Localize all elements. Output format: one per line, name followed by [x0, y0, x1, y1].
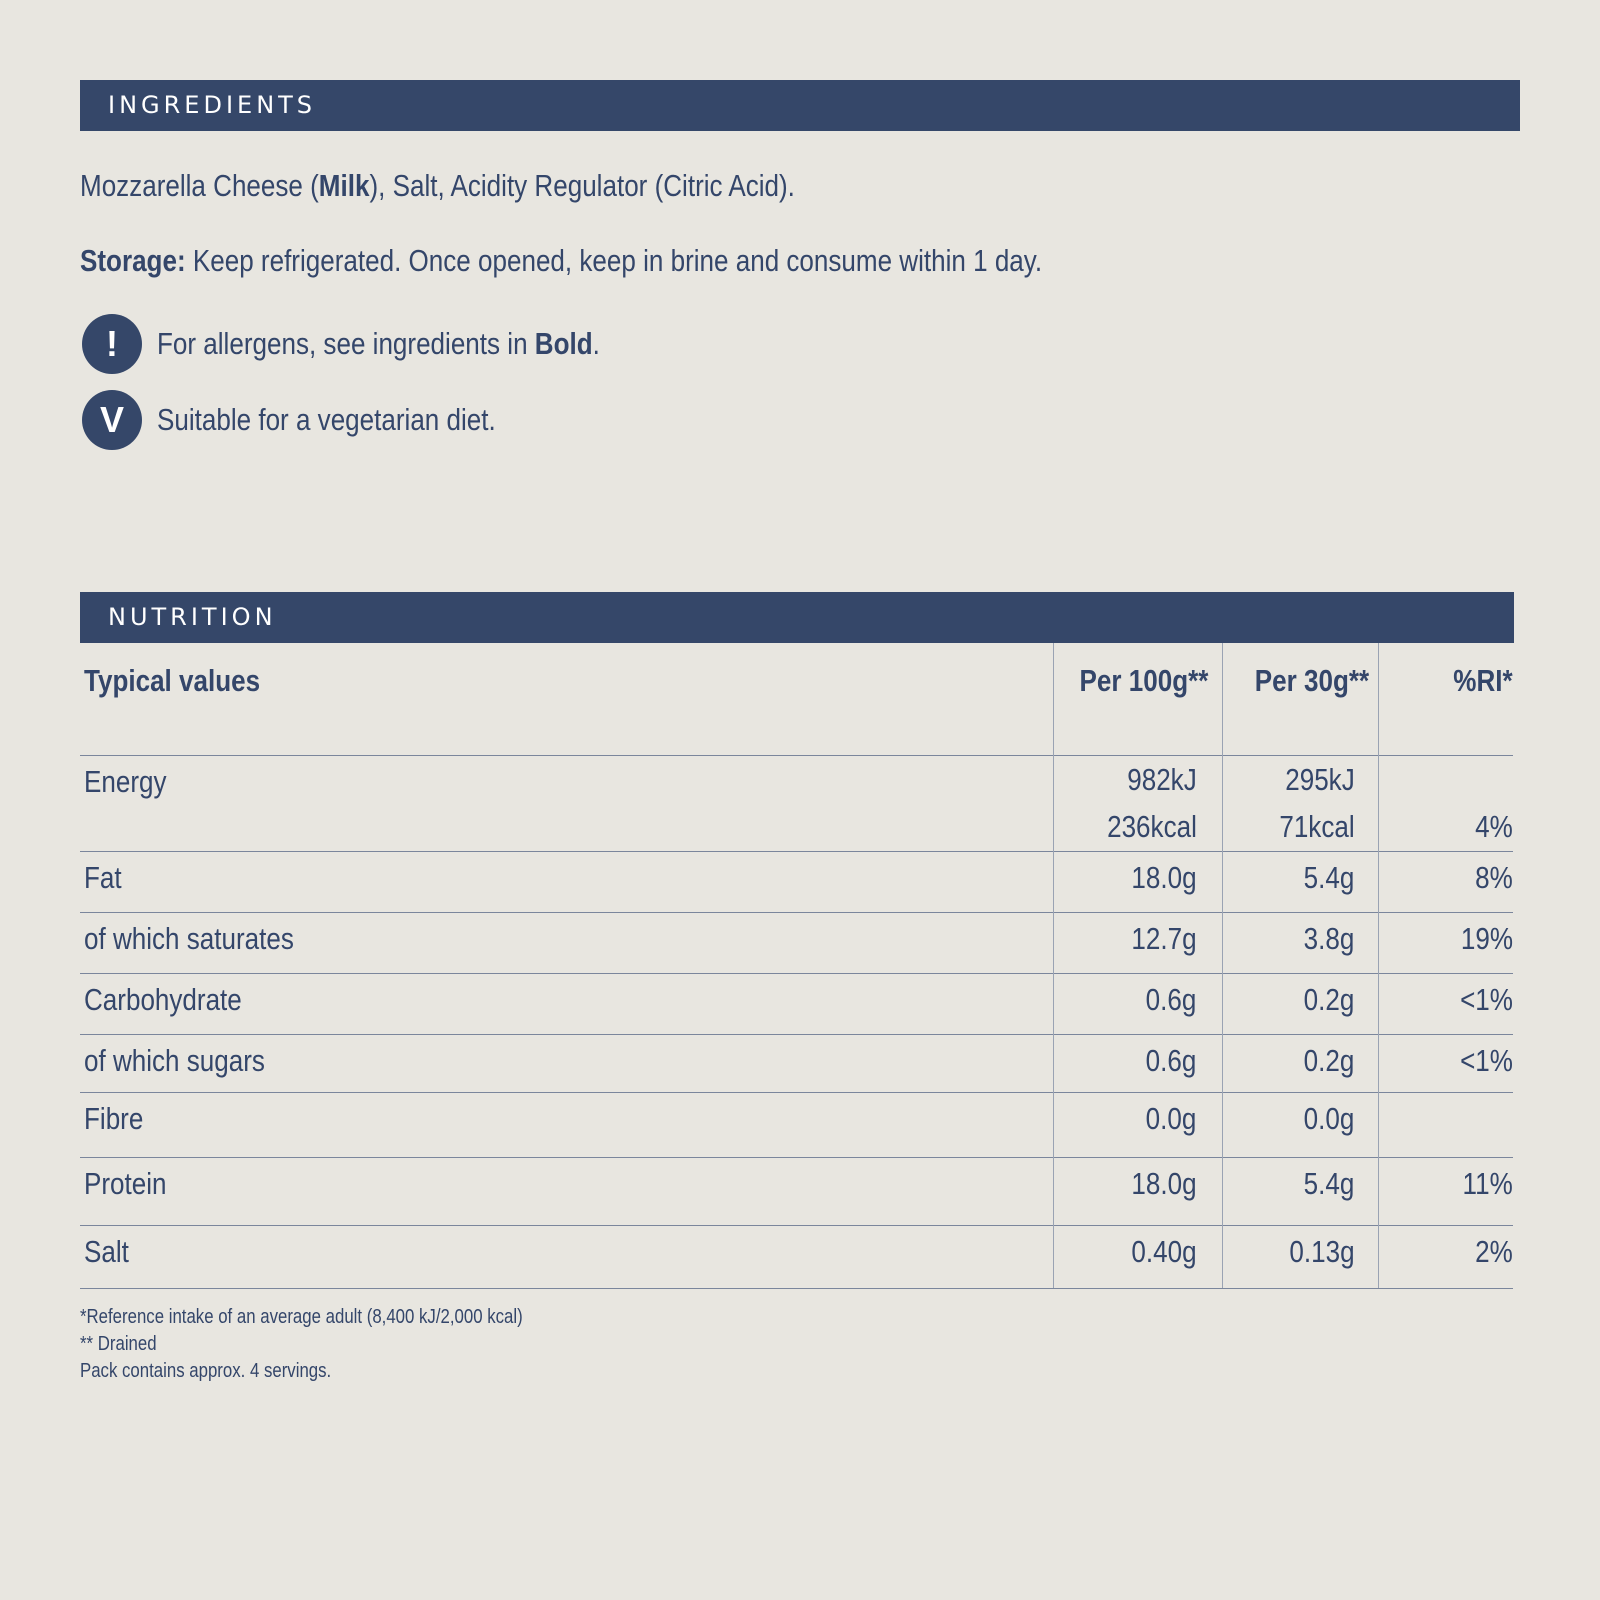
footnote-ri: *Reference intake of an average adult (8,400 kJ/2,000 kcal)	[80, 1306, 523, 1328]
allergen-milk: Milk	[318, 168, 370, 203]
table-row	[80, 1092, 1513, 1157]
row-label: of which sugars	[84, 1042, 265, 1078]
row-per30: 5.4g	[1303, 1165, 1355, 1201]
table-row	[80, 755, 1513, 851]
ingredients-heading-bar	[80, 80, 1520, 131]
row-per30: 0.2g	[1303, 1042, 1355, 1078]
ingredients-heading: INGREDIENTS	[108, 91, 317, 119]
table-row	[80, 851, 1513, 912]
energy-per30-kj: 295kJ	[1285, 761, 1355, 797]
row-ri: 19%	[1460, 920, 1513, 956]
row-per100: 0.6g	[1145, 1042, 1197, 1078]
allergen-note	[82, 314, 684, 374]
row-ri: 8%	[1475, 859, 1513, 895]
ingredients-list	[80, 168, 931, 204]
nutrition-header-row	[80, 643, 1513, 755]
footnote-drained: ** Drained	[80, 1333, 157, 1355]
allergen-note-bold: Bold	[534, 326, 593, 361]
row-per30: 0.2g	[1303, 981, 1355, 1017]
table-row	[80, 1034, 1513, 1092]
exclamation-icon: !	[82, 314, 142, 374]
row-ri: 11%	[1462, 1165, 1513, 1201]
row-per30: 3.8g	[1303, 920, 1355, 956]
row-label: Salt	[84, 1233, 129, 1269]
row-per30: 0.13g	[1289, 1233, 1355, 1269]
row-label: Energy	[84, 763, 167, 799]
storage-instructions	[80, 243, 1225, 279]
row-label: Fat	[84, 859, 122, 895]
col-header-ri: %RI*	[1453, 663, 1513, 698]
row-per30: 5.4g	[1303, 859, 1355, 895]
ingredients-text-end: ), Salt, Acidity Regulator (Citric Acid).	[369, 168, 795, 203]
col-header-per30: Per 30g**	[1255, 663, 1370, 698]
row-per100: 0.6g	[1145, 981, 1197, 1017]
table-row	[80, 1225, 1513, 1288]
col-header-typical: Typical values	[84, 663, 261, 698]
ingredients-text-start: Mozzarella Cheese (	[80, 168, 319, 203]
vegetarian-icon: V	[82, 390, 142, 450]
nutrition-table	[80, 643, 1513, 1289]
energy-per100-kj: 982kJ	[1127, 761, 1197, 797]
row-label: of which saturates	[84, 920, 294, 956]
row-per30: 0.0g	[1303, 1100, 1355, 1136]
col-header-per100: Per 100g**	[1079, 663, 1209, 698]
vegetarian-note-text: Suitable for a vegetarian diet.	[157, 402, 496, 437]
row-per100: 18.0g	[1131, 1165, 1197, 1201]
storage-text: Keep refrigerated. Once opened, keep in brine and consume within 1 day.	[185, 243, 1043, 278]
row-ri: <1%	[1460, 981, 1513, 1017]
allergen-note-text: For allergens, see ingredients in	[157, 326, 535, 361]
row-per100: 0.0g	[1145, 1100, 1197, 1136]
table-row	[80, 973, 1513, 1034]
energy-per100-kcal: 236kcal	[1106, 808, 1197, 844]
row-ri: 2%	[1475, 1233, 1513, 1269]
storage-label: Storage:	[80, 243, 186, 278]
row-label: Carbohydrate	[84, 981, 242, 1017]
allergen-note-end: .	[592, 326, 600, 361]
energy-ri: 4%	[1475, 808, 1513, 844]
table-row	[80, 1157, 1513, 1225]
row-ri: <1%	[1460, 1042, 1513, 1078]
energy-per30-kcal: 71kcal	[1279, 808, 1355, 844]
table-row	[80, 912, 1513, 973]
nutrition-footnotes	[80, 1304, 607, 1385]
vegetarian-note	[82, 390, 560, 450]
nutrition-heading: NUTRITION	[108, 603, 277, 631]
row-label: Protein	[84, 1165, 167, 1201]
row-per100: 18.0g	[1131, 859, 1197, 895]
nutrition-heading-bar	[80, 592, 1514, 643]
row-per100: 0.40g	[1131, 1233, 1197, 1269]
row-label: Fibre	[84, 1100, 144, 1136]
footnote-servings: Pack contains approx. 4 servings.	[80, 1360, 332, 1382]
row-per100: 12.7g	[1131, 920, 1197, 956]
